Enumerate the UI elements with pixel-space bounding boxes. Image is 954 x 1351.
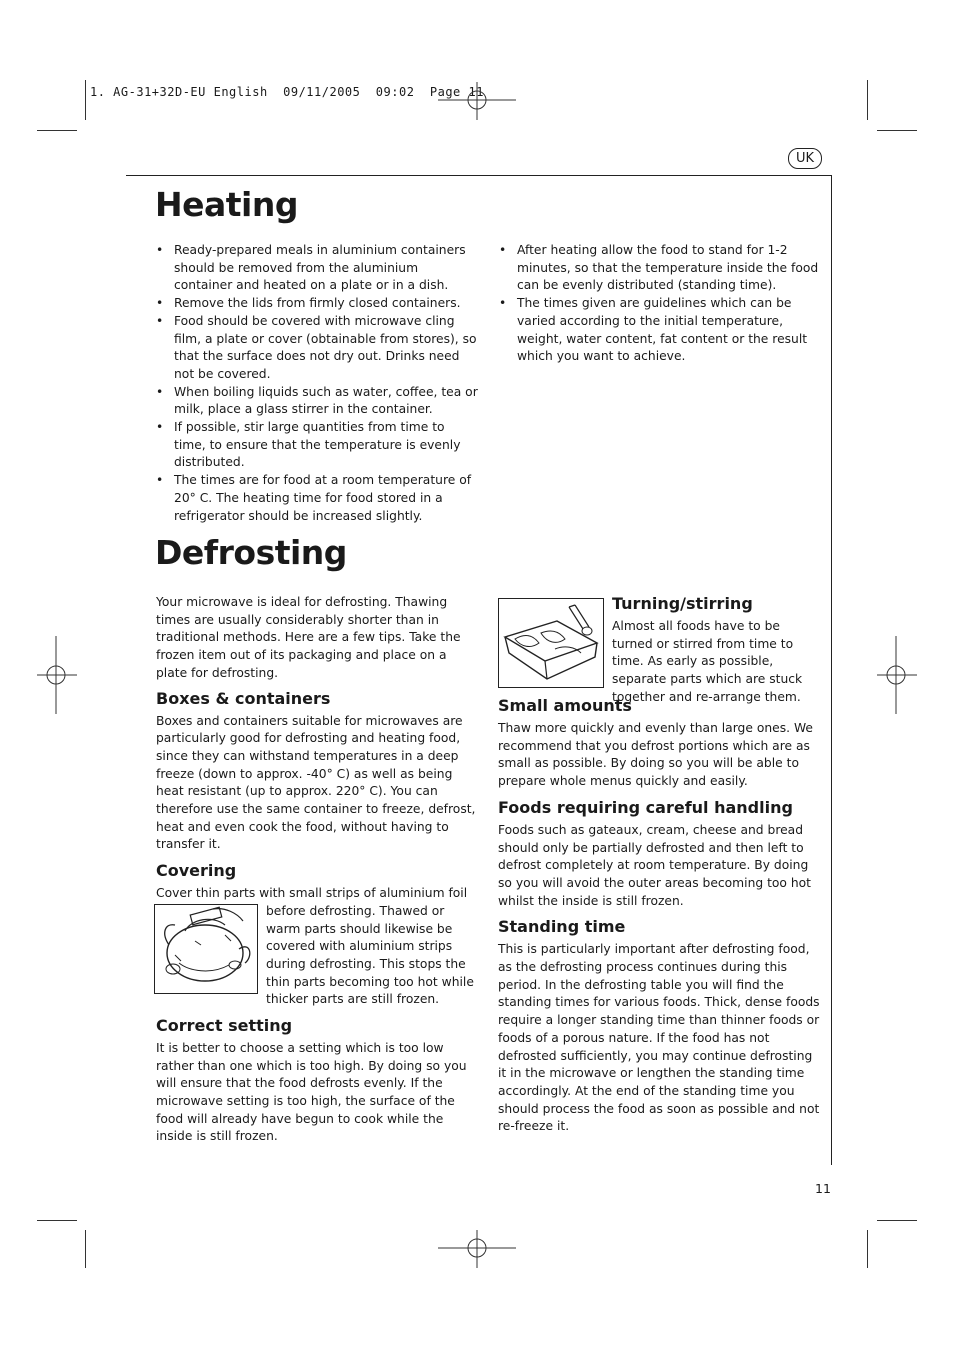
registration-mark-bottom [438,1230,516,1270]
list-item: • The times given are guidelines which can be varied according to the initial temperature, weight, water content, fat content or the result which you want to achieve. [499,295,823,366]
heating-right-list [499,242,823,366]
registration-mark-top [438,82,516,122]
turning-block [498,594,822,704]
list-item: • The times are for food at a room temperature of 20° C. The heating time for food stored in a refrigerator should be increased slightly. [156,472,478,525]
correct-setting-text: It is better to choose a setting which is too low rather than one which is too high. By doing so you will ensure that the food defrosts evenly. If the microwave setting is too high, the surface of the food will already have begun to cook while the inside is still frozen. [156,1040,467,1144]
covering-first-line: Cover thin parts with small strips of aluminium foil [156,886,468,901]
standing-heading: Standing time [498,917,626,937]
print-slug: 1. AG-31+32D-EU English 09/11/2005 09:02 Page 11 [90,85,484,99]
page-number: 11 [815,1181,831,1196]
heating-left-column [156,242,478,525]
list-item: • Ready-prepared meals in aluminium containers should be removed from the aluminium container and heated on a plate or in a dish. [156,242,478,295]
careful-heading: Foods requiring careful handling [498,797,793,817]
heating-title: Heating [155,185,298,224]
registration-mark-left [37,636,77,714]
correct-setting-heading: Correct setting [156,1015,293,1035]
careful-text: Foods such as gateaux, cream, cheese and bread should only be partially defrosted and then left to defrost completely at room temperature. By doing so you will avoid the outer areas becoming too hot whilst the inside is still frozen. [498,822,811,908]
chicken-foil-illustration [154,904,258,994]
chicken-icon [155,905,257,993]
language-badge: UK [788,148,822,169]
defrosting-right-column [498,594,822,1136]
defrosting-left-column [156,594,478,1146]
registration-mark-right [877,636,917,714]
header-rule [126,175,832,176]
standing-text: This is particularly important after defrosting food, as the defrosting process continues during this period. In the defrosting table you will find the standing times for various foods. Thick, dense foods require a longer standing time than thinner foods or foods of a porous nature. If the food has not defrosted sufficiently, you may continue defrosting it in the microwave or lengthen the standing time accordingly. At the end of the standing time you should process the food as soon as possible and not re-freeze it. [498,942,820,1134]
turning-text: Almost all foods have to be turned or stirred from time to time. As early as possible, separate parts which are stuck together and re-arrange them. [612,619,803,704]
list-item: • Food should be covered with microwave cling film, a plate or cover (obtainable from stores), so that the surface does not dry out. Drinks need not be covered. [156,313,478,384]
covering-heading: Covering [156,861,237,881]
list-item: • Remove the lids from firmly closed containers. [156,295,478,313]
dish-icon [499,599,603,687]
side-rule [831,175,832,1165]
boxes-heading: Boxes & containers [156,688,331,708]
list-item: • After heating allow the food to stand for 1-2 minutes, so that the temperature inside the food can be evenly distributed (standing time). [499,242,823,295]
defrosting-intro: Your microwave is ideal for defrosting. Thawing times are usually considerably shorter than in traditional methods. Here are a few tips. Take the frozen item out of its packaging and place on a plate for defrosting. [156,595,461,680]
covering-figure-wrap [156,903,478,1009]
defrosting-title: Defrosting [155,533,347,572]
small-amounts-text: Thaw more quickly and evenly than large ones. We recommend that you defrost portions which are as small as possible. By doing so you will be able to prepare whole menus quickly and easily. [498,721,813,789]
small-amounts-heading: Small amounts [498,696,632,715]
heating-right-column [499,242,823,366]
dish-illustration [498,598,604,688]
list-item: • When boiling liquids such as water, coffee, tea or milk, place a glass stirrer in the container. [156,384,478,419]
turning-heading: Turning/stirring [612,594,753,613]
heating-left-list [156,242,478,525]
list-item: • If possible, stir large quantities from time to time, to ensure that the temperature is evenly distributed. [156,419,478,472]
covering-text: before defrosting. Thawed or warm parts should likewise be covered with aluminium strips during defrosting. This stops the thin parts becoming too hot while thicker parts are still frozen. [266,903,474,1007]
boxes-text: Boxes and containers suitable for microwaves are particularly good for defrosting and heating food, since they can withstand temperatures in a deep freeze (down to approx. -40° C) as well as being heat resistant (up to approx. 220° C). You can therefore use the same container to freeze, defrost, heat and even cook the food, without having to transfer it. [156,713,476,852]
